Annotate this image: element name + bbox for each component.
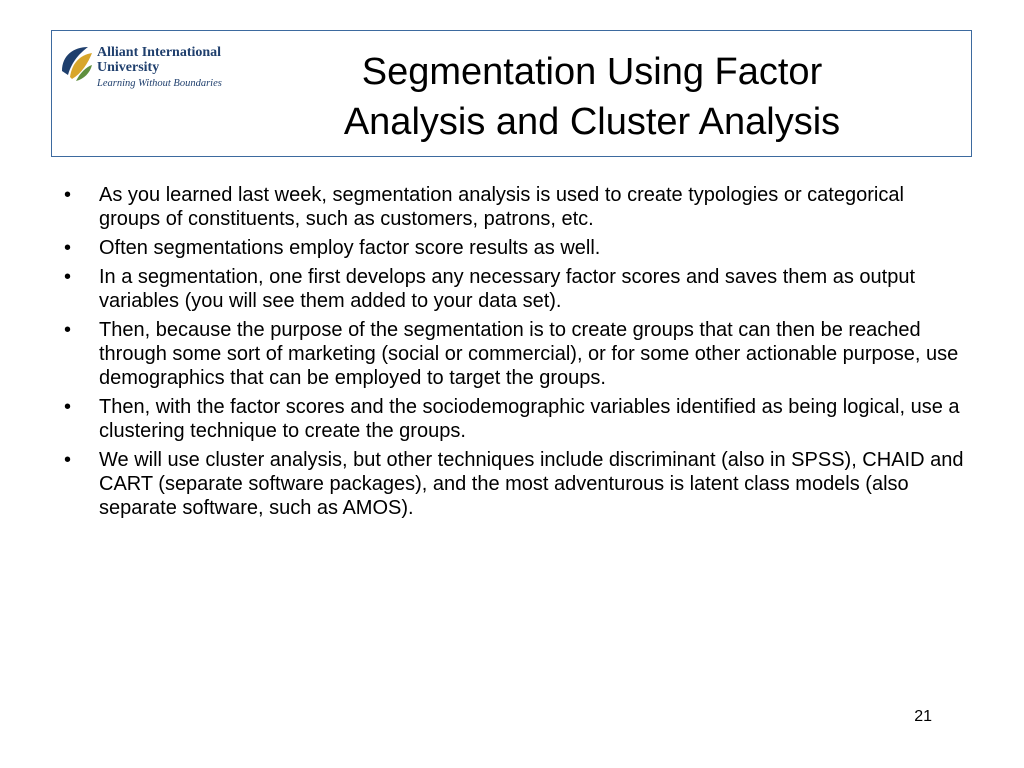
bullet-item <box>64 236 969 260</box>
page-number: 21 <box>914 708 932 725</box>
bullet-text: We will use cluster analysis, but other techniques include discriminant (also in SPSS), CHAID and CART (separate software packages), and the most adventurous is latent class models (also separate software, such as AMOS). <box>99 449 964 519</box>
title-header-box <box>51 30 972 157</box>
bullet-text: Often segmentations employ factor score results as well. <box>99 237 601 259</box>
bullet-list <box>64 183 969 525</box>
university-name: Alliant International University <box>97 45 222 75</box>
bullet-text: Then, with the factor scores and the sociodemographic variables identified as being logical, use a clustering technique to create the groups. <box>99 396 960 442</box>
bullet-icon: • <box>64 319 72 341</box>
university-logo <box>58 43 243 95</box>
bullet-text: Then, because the purpose of the segmentation is to create groups that can then be reached through some sort of marketing (social or commercial), or for some other actionable purpose, use demographics that can be employed to target the groups. <box>99 319 959 389</box>
bullet-item <box>64 265 969 313</box>
slide-title <box>262 47 922 147</box>
slide-title-text: Segmentation Using Factor Analysis and Cluster Analysis <box>343 51 841 143</box>
bullet-icon: • <box>64 237 72 259</box>
bullet-item <box>64 183 969 231</box>
bullet-icon: • <box>64 449 72 471</box>
university-tagline: Learning Without Boundaries <box>97 78 222 89</box>
bullet-text: In a segmentation, one first develops any necessary factor scores and saves them as output variables (you will see them added to your data set). <box>99 266 916 312</box>
bullet-item <box>64 318 969 390</box>
bullet-icon: • <box>64 184 72 206</box>
bullet-icon: • <box>64 396 72 418</box>
bullet-item <box>64 395 969 443</box>
bullet-text: As you learned last week, segmentation analysis is used to create typologies or categorical groups of constituents, such as customers, patrons, etc. <box>99 184 904 230</box>
university-logo-icon <box>58 43 94 83</box>
bullet-icon: • <box>64 266 72 288</box>
bullet-item <box>64 448 969 520</box>
